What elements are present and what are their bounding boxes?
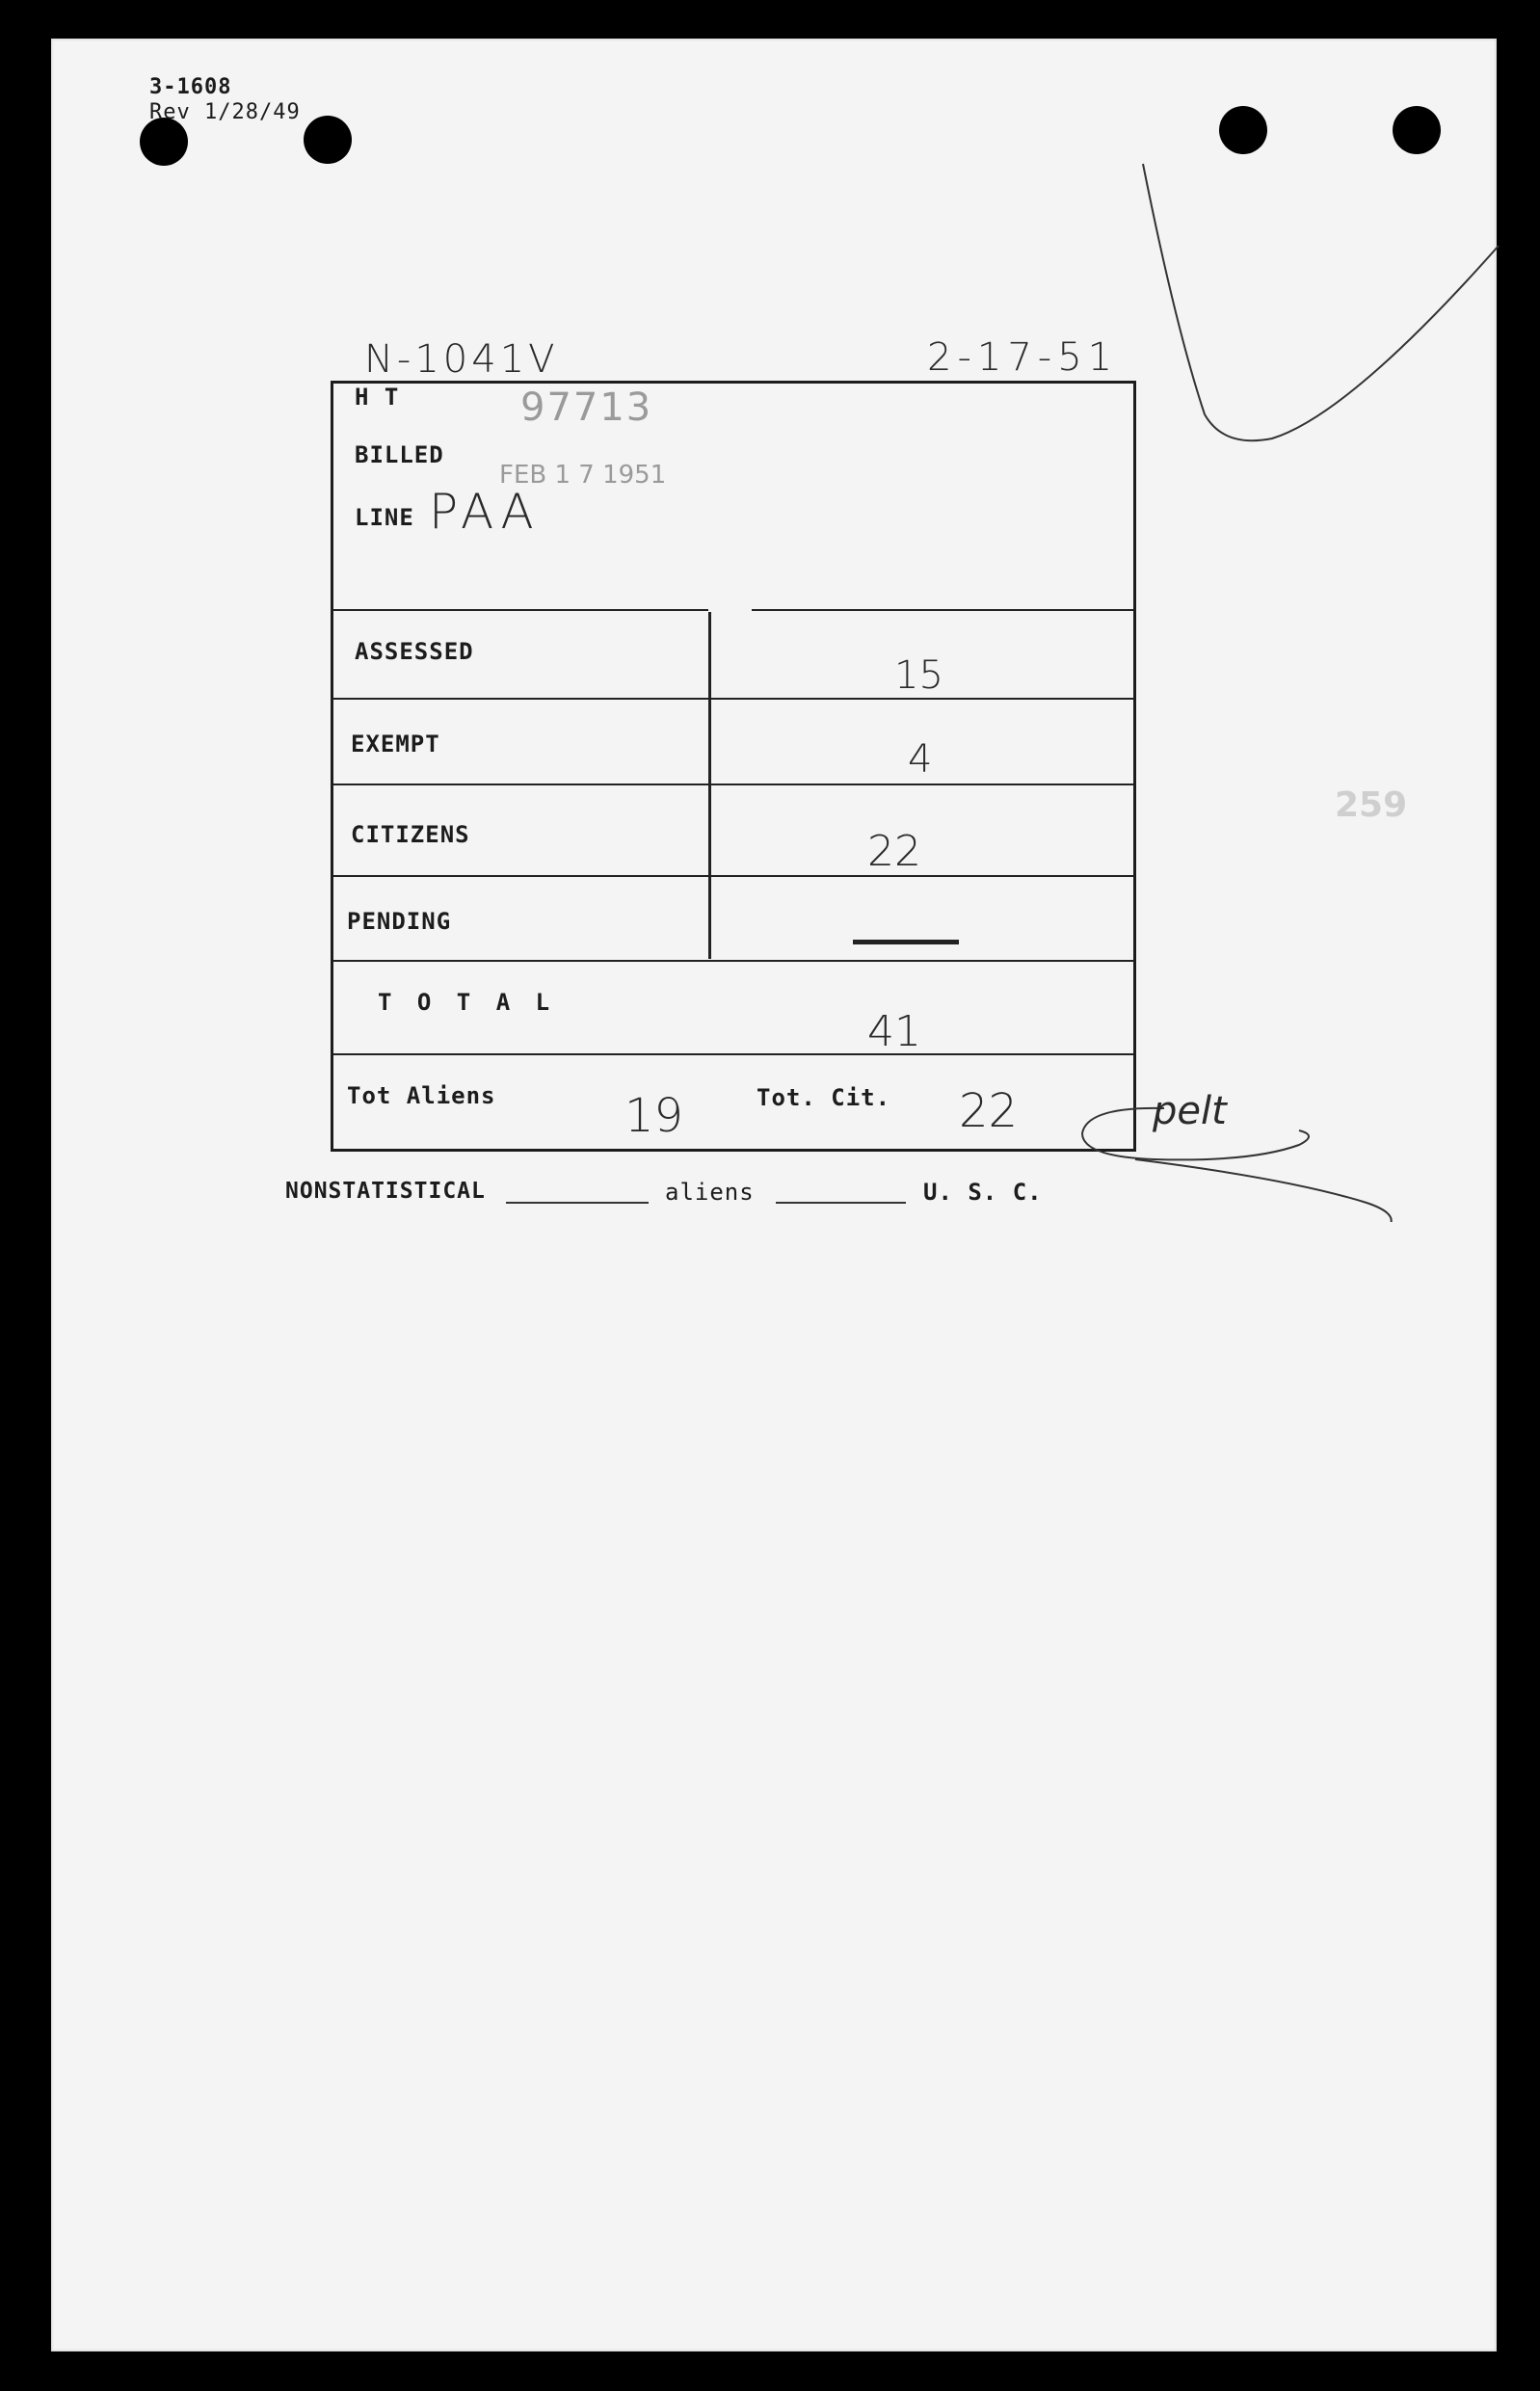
tot-cit-value: 22 — [959, 1084, 1019, 1138]
form-revision: Rev 1/28/49 — [149, 100, 301, 124]
ht-number-stamp: 97713 — [520, 385, 653, 430]
aliens-word: aliens — [665, 1179, 755, 1206]
initials-text: pelt — [1153, 1089, 1227, 1133]
row-label-pending: PENDING — [347, 908, 452, 935]
row-label-assessed: ASSESSED — [355, 638, 474, 665]
total-label: T O T A L — [378, 989, 556, 1016]
tot-aliens-label: Tot Aliens — [347, 1082, 496, 1109]
billed-date-stamp: FEB 1 7 1951 — [499, 461, 667, 490]
handwritten-reference: N-1041V — [364, 337, 559, 382]
form-number: 3-1608 — [149, 75, 232, 99]
line-label: LINE — [355, 504, 414, 531]
row-value-citizens: 22 — [867, 827, 921, 876]
nonstatistical-label: NONSTATISTICAL — [285, 1179, 486, 1204]
punch-hole — [304, 116, 352, 164]
row-label-exempt: EXEMPT — [351, 731, 440, 757]
ht-label: H T — [355, 384, 400, 411]
pen-stroke — [1137, 154, 1503, 453]
total-value: 41 — [867, 1007, 921, 1056]
punch-hole — [1393, 106, 1441, 154]
tot-aliens-value: 19 — [624, 1089, 684, 1143]
usc-word: U. S. C. — [923, 1179, 1043, 1206]
row-label-citizens: CITIZENS — [351, 821, 470, 848]
punch-hole — [1219, 106, 1267, 154]
row-value-assessed: 15 — [894, 653, 943, 698]
nonstatistical-aliens-blank — [506, 1202, 649, 1204]
row-value-exempt: 4 — [908, 737, 933, 782]
nonstatistical-usc-blank — [776, 1202, 906, 1204]
handwritten-date: 2-17-51 — [927, 335, 1119, 380]
row-value-pending — [853, 940, 959, 944]
page-number-stamp: 259 — [1335, 785, 1408, 825]
billed-label: BILLED — [355, 441, 444, 468]
line-value: PAA — [429, 484, 540, 540]
punch-hole — [140, 118, 188, 166]
tot-cit-label: Tot. Cit. — [757, 1084, 891, 1111]
